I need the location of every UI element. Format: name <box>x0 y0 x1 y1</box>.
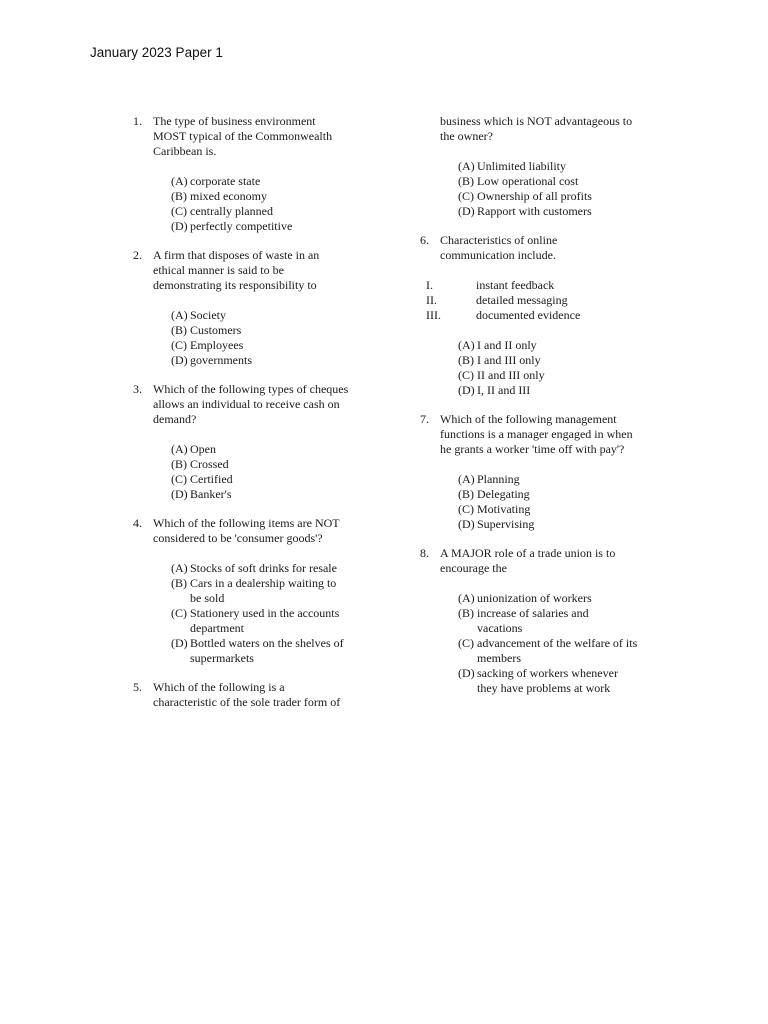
roman-text: documented evidence <box>476 308 581 322</box>
answer-option <box>171 472 373 487</box>
answer-option <box>171 457 373 472</box>
stem-line: Which of the following is a <box>153 680 285 694</box>
question <box>420 233 665 398</box>
stem-line: ethical manner is said to be <box>153 263 284 277</box>
answer-option <box>458 174 665 189</box>
roman-item <box>426 278 665 293</box>
question <box>420 114 665 219</box>
option-text: Planning <box>477 472 520 486</box>
question <box>420 546 665 696</box>
answer-option <box>458 487 665 502</box>
question-number: 7. <box>420 412 429 426</box>
answer-option <box>171 606 373 636</box>
stem-line: Caribbean is. <box>153 144 217 158</box>
option-letter: (D) <box>458 666 475 680</box>
question-stem <box>153 680 373 710</box>
stem-line: A MAJOR role of a trade union is to <box>440 546 616 560</box>
option-text: advancement of the welfare of its <box>477 636 638 650</box>
answer-option <box>458 368 665 383</box>
stem-line: allows an individual to receive cash on <box>153 397 340 411</box>
option-text: Unlimited liability <box>477 159 566 173</box>
question-stem <box>440 114 665 144</box>
option-text: corporate state <box>190 174 261 188</box>
option-letter: (A) <box>458 159 475 173</box>
option-text: Stocks of soft drinks for resale <box>190 561 337 575</box>
option-text: vacations <box>477 621 523 635</box>
option-text: Supervising <box>477 517 535 531</box>
question-number: 6. <box>420 233 429 247</box>
answer-option <box>171 174 373 189</box>
question-stem <box>440 546 665 576</box>
option-text: Customers <box>190 323 242 337</box>
roman-numeral: I. <box>426 278 433 292</box>
answer-option <box>171 219 373 234</box>
option-text: members <box>477 651 521 665</box>
stem-line: The type of business environment <box>153 114 316 128</box>
question-stem <box>153 382 373 427</box>
stem-line: business which is NOT advantageous to <box>440 114 633 128</box>
option-letter: (D) <box>458 517 475 531</box>
option-letter: (C) <box>171 338 187 352</box>
option-letter: (D) <box>458 204 475 218</box>
answer-option <box>171 189 373 204</box>
option-letter: (C) <box>458 502 474 516</box>
option-text: department <box>190 621 244 635</box>
option-letter: (A) <box>171 174 188 188</box>
answer-options <box>171 561 373 666</box>
option-letter: (C) <box>458 636 474 650</box>
question <box>133 382 373 502</box>
option-text: they have problems at work <box>477 681 611 695</box>
stem-line: he grants a worker 'time off with pay'? <box>440 442 625 456</box>
answer-options <box>458 472 665 532</box>
question-stem <box>440 233 665 263</box>
answer-option <box>458 189 665 204</box>
option-text: mixed economy <box>190 189 267 203</box>
question-stem <box>153 516 373 546</box>
option-text: Stationery used in the accounts <box>190 606 340 620</box>
stem-line: functions is a manager engaged in when <box>440 427 633 441</box>
stem-line: the owner? <box>440 129 493 143</box>
answer-option <box>171 204 373 219</box>
question-number: 5. <box>133 680 142 694</box>
option-text: I and II only <box>477 338 537 352</box>
question-number: 1. <box>133 114 142 128</box>
stem-line: characteristic of the sole trader form of <box>153 695 341 709</box>
option-text: increase of salaries and <box>477 606 589 620</box>
option-letter: (B) <box>458 606 474 620</box>
answer-option <box>171 353 373 368</box>
option-text: perfectly competitive <box>190 219 293 233</box>
stem-line: communication include. <box>440 248 556 262</box>
option-letter: (C) <box>458 368 474 382</box>
stem-line: Which of the following items are NOT <box>153 516 340 530</box>
option-letter: (B) <box>458 174 474 188</box>
answer-option <box>458 666 665 696</box>
option-letter: (A) <box>458 338 475 352</box>
option-letter: (C) <box>171 204 187 218</box>
left-column <box>133 114 373 724</box>
answer-option <box>458 338 665 353</box>
option-letter: (D) <box>458 383 475 397</box>
option-text: supermarkets <box>190 651 254 665</box>
option-letter: (C) <box>171 472 187 486</box>
option-text: be sold <box>190 591 225 605</box>
stem-line: A firm that disposes of waste in an <box>153 248 320 262</box>
option-text: unionization of workers <box>477 591 592 605</box>
question-stem <box>153 114 373 159</box>
answer-options <box>171 308 373 368</box>
option-text: I and III only <box>477 353 541 367</box>
answer-option <box>458 606 665 636</box>
answer-option <box>171 487 373 502</box>
option-text: II and III only <box>477 368 545 382</box>
option-letter: (A) <box>458 591 475 605</box>
question <box>133 516 373 666</box>
option-letter: (D) <box>171 487 188 501</box>
option-text: Banker's <box>190 487 232 501</box>
answer-option <box>458 591 665 606</box>
question-number: 4. <box>133 516 142 530</box>
roman-numeral: III. <box>426 308 441 322</box>
question-number: 8. <box>420 546 429 560</box>
option-text: Employees <box>190 338 244 352</box>
option-text: sacking of workers whenever <box>477 666 618 680</box>
option-letter: (B) <box>171 323 187 337</box>
option-text: I, II and III <box>477 383 531 397</box>
answer-option <box>171 636 373 666</box>
option-text: Motivating <box>477 502 531 516</box>
option-letter: (B) <box>171 189 187 203</box>
answer-options <box>171 442 373 502</box>
question-stem <box>153 248 373 293</box>
option-text: Bottled waters on the shelves of <box>190 636 344 650</box>
answer-options <box>458 159 665 219</box>
option-letter: (C) <box>171 606 187 620</box>
question-number: 2. <box>133 248 142 262</box>
stem-line: Which of the following types of cheques <box>153 382 349 396</box>
option-letter: (A) <box>171 561 188 575</box>
answer-option <box>171 338 373 353</box>
question <box>420 412 665 532</box>
option-text: Cars in a dealership waiting to <box>190 576 337 590</box>
answer-options <box>458 338 665 398</box>
option-text: Rapport with customers <box>477 204 592 218</box>
answer-option <box>171 308 373 323</box>
question-number: 3. <box>133 382 142 396</box>
answer-option <box>171 323 373 338</box>
option-letter: (B) <box>171 457 187 471</box>
option-text: Delegating <box>477 487 530 501</box>
answer-option <box>458 353 665 368</box>
stem-line: considered to be 'consumer goods'? <box>153 531 323 545</box>
stem-line: demand? <box>153 412 197 426</box>
option-text: Certified <box>190 472 233 486</box>
answer-option <box>458 517 665 532</box>
option-letter: (B) <box>171 576 187 590</box>
option-letter: (B) <box>458 353 474 367</box>
answer-option <box>458 383 665 398</box>
option-letter: (A) <box>171 308 188 322</box>
option-text: Society <box>190 308 226 322</box>
stem-line: Characteristics of online <box>440 233 558 247</box>
roman-text: instant feedback <box>476 278 555 292</box>
question-stem <box>440 412 665 457</box>
right-column <box>420 114 665 710</box>
option-letter: (C) <box>458 189 474 203</box>
option-letter: (D) <box>171 353 188 367</box>
option-text: Ownership of all profits <box>477 189 592 203</box>
roman-item <box>426 308 665 323</box>
question <box>133 680 373 710</box>
answer-option <box>171 442 373 457</box>
option-text: Low operational cost <box>477 174 579 188</box>
answer-option <box>458 502 665 517</box>
option-text: governments <box>190 353 252 367</box>
roman-text: detailed messaging <box>476 293 568 307</box>
question <box>133 248 373 368</box>
question <box>133 114 373 234</box>
page-header: January 2023 Paper 1 <box>90 45 223 60</box>
answer-option <box>458 472 665 487</box>
option-text: centrally planned <box>190 204 273 218</box>
option-text: Crossed <box>190 457 229 471</box>
stem-line: Which of the following management <box>440 412 617 426</box>
option-letter: (A) <box>458 472 475 486</box>
stem-line: encourage the <box>440 561 507 575</box>
answer-option <box>458 204 665 219</box>
option-letter: (D) <box>171 219 188 233</box>
roman-list <box>426 278 665 323</box>
answer-option <box>171 576 373 606</box>
option-letter: (B) <box>458 487 474 501</box>
answer-options <box>458 591 665 696</box>
option-text: Open <box>190 442 216 456</box>
answer-option <box>458 636 665 666</box>
stem-line: demonstrating its responsibility to <box>153 278 317 292</box>
answer-option <box>458 159 665 174</box>
option-letter: (D) <box>171 636 188 650</box>
answer-options <box>171 174 373 234</box>
option-letter: (A) <box>171 442 188 456</box>
stem-line: MOST typical of the Commonwealth <box>153 129 333 143</box>
answer-option <box>171 561 373 576</box>
roman-item <box>426 293 665 308</box>
roman-numeral: II. <box>426 293 437 307</box>
